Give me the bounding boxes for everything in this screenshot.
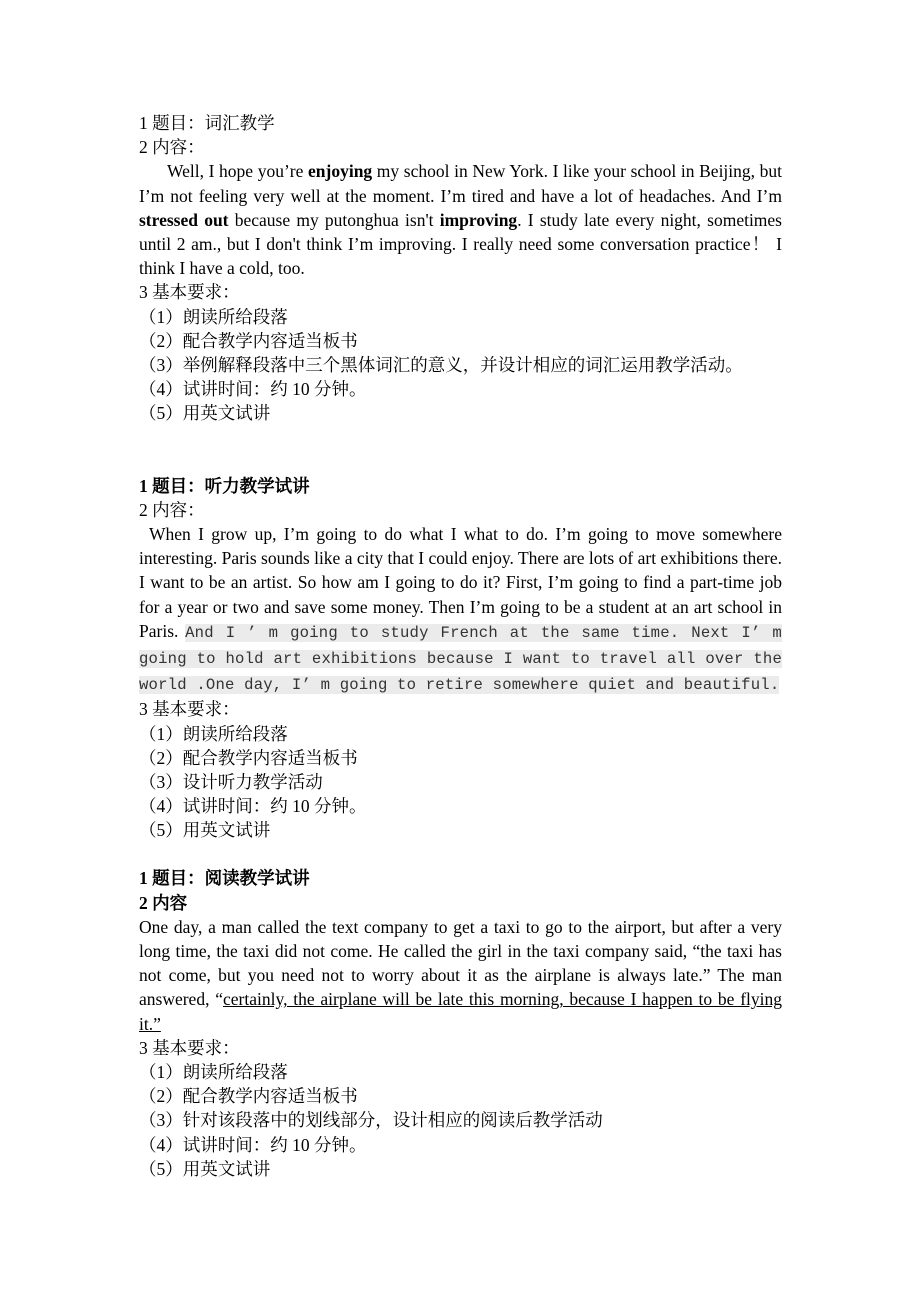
- document-page: [139, 111, 782, 1181]
- section3-content-label: 2 内容: [139, 892, 188, 913]
- requirement-item: （2）配合教学内容适当板书: [139, 330, 358, 351]
- requirement-item: （5）用英文试讲: [139, 1158, 271, 1179]
- passage-text: Well, I hope you’re: [167, 161, 308, 182]
- requirement-item: （1）朗读所给段落: [139, 306, 288, 327]
- passage-text: because my putonghua isn't: [228, 209, 440, 230]
- section1-content-label: 2 内容：: [139, 137, 205, 158]
- requirement-item: （5）用英文试讲: [139, 403, 271, 424]
- passage-text: One day, a man called the text company to get a taxi to go to the airport, but after a very long time, the taxi did not come. He called the girl in the taxi company said, “the taxi has not come, but you need not to worry about it as the airplane is always late.” The man answered, “: [139, 916, 782, 1010]
- requirement-item: （5）用英文试讲: [139, 820, 271, 841]
- requirement-item: （3）设计听力教学活动: [139, 771, 323, 792]
- section3-title: 1 题目：阅读教学试讲: [139, 868, 310, 889]
- section1-req-label: 3 基本要求：: [139, 282, 240, 303]
- section3-req-label: 3 基本要求：: [139, 1037, 240, 1058]
- section2-req-label: 3 基本要求：: [139, 699, 240, 720]
- requirement-item: （1）朗读所给段落: [139, 723, 288, 744]
- requirement-item: （4）试讲时间：约 10 分钟。: [139, 379, 367, 400]
- requirement-item: （4）试讲时间：约 10 分钟。: [139, 1134, 367, 1155]
- requirement-item: （2）配合教学内容适当板书: [139, 1086, 358, 1107]
- bold-word-stressed-out: stressed out: [139, 209, 229, 230]
- section1-title: 1 题目：词汇教学: [139, 113, 275, 133]
- bold-word-improving: improving: [439, 209, 518, 230]
- section2-title: 1 题目：听力教学试讲: [139, 475, 310, 496]
- requirement-item: （3）针对该段落中的划线部分，设计相应的阅读后教学活动: [139, 1110, 603, 1131]
- requirement-item: （2）配合教学内容适当板书: [139, 747, 358, 768]
- requirement-item: （1）朗读所给段落: [139, 1062, 288, 1083]
- section2-content-label: 2 内容：: [139, 499, 205, 520]
- bold-word-enjoying: enjoying: [308, 161, 373, 182]
- highlighted-passage: And I ’ m going to study French at the same time. Next I’ m going to hold art exhibitions because I want to travel all over the world .One day, I’ m going to retire somewhere quiet and beautiful.: [139, 623, 782, 695]
- section3-passage: [139, 915, 782, 1036]
- section2-passage: [139, 522, 782, 697]
- passage-text: When I grow up, I’m going to do what I what to do. I’m going to move somewhere interesting. Paris sounds like a city that I could enjoy. There are lots of art exhibitions there. I want to be an artist. So how am I going to do it? First, I’m going to find a part-time job for a year or two and save some money. Then I’m going to be a student at an art school in Paris.: [139, 523, 782, 641]
- requirement-item: （4）试讲时间：约 10 分钟。: [139, 796, 367, 817]
- section1-passage: [139, 159, 782, 280]
- requirement-item: （3）举例解释段落中三个黑体词汇的意义，并设计相应的词汇运用教学活动。: [139, 354, 743, 375]
- underlined-passage: certainly, the airplane will be late this morning, because I happen to be flying it.”: [139, 989, 782, 1034]
- passage-text: my school in New York. I like your school in Beijing, but I’m not feeling very well at the moment. I’m tired and have a lot of headaches. And I’m: [139, 161, 783, 206]
- passage-text: . I study late every night, sometimes until 2 am., but I don't think I’m improving. I really need some conversation practice！ I think I have a cold, too.: [139, 209, 782, 279]
